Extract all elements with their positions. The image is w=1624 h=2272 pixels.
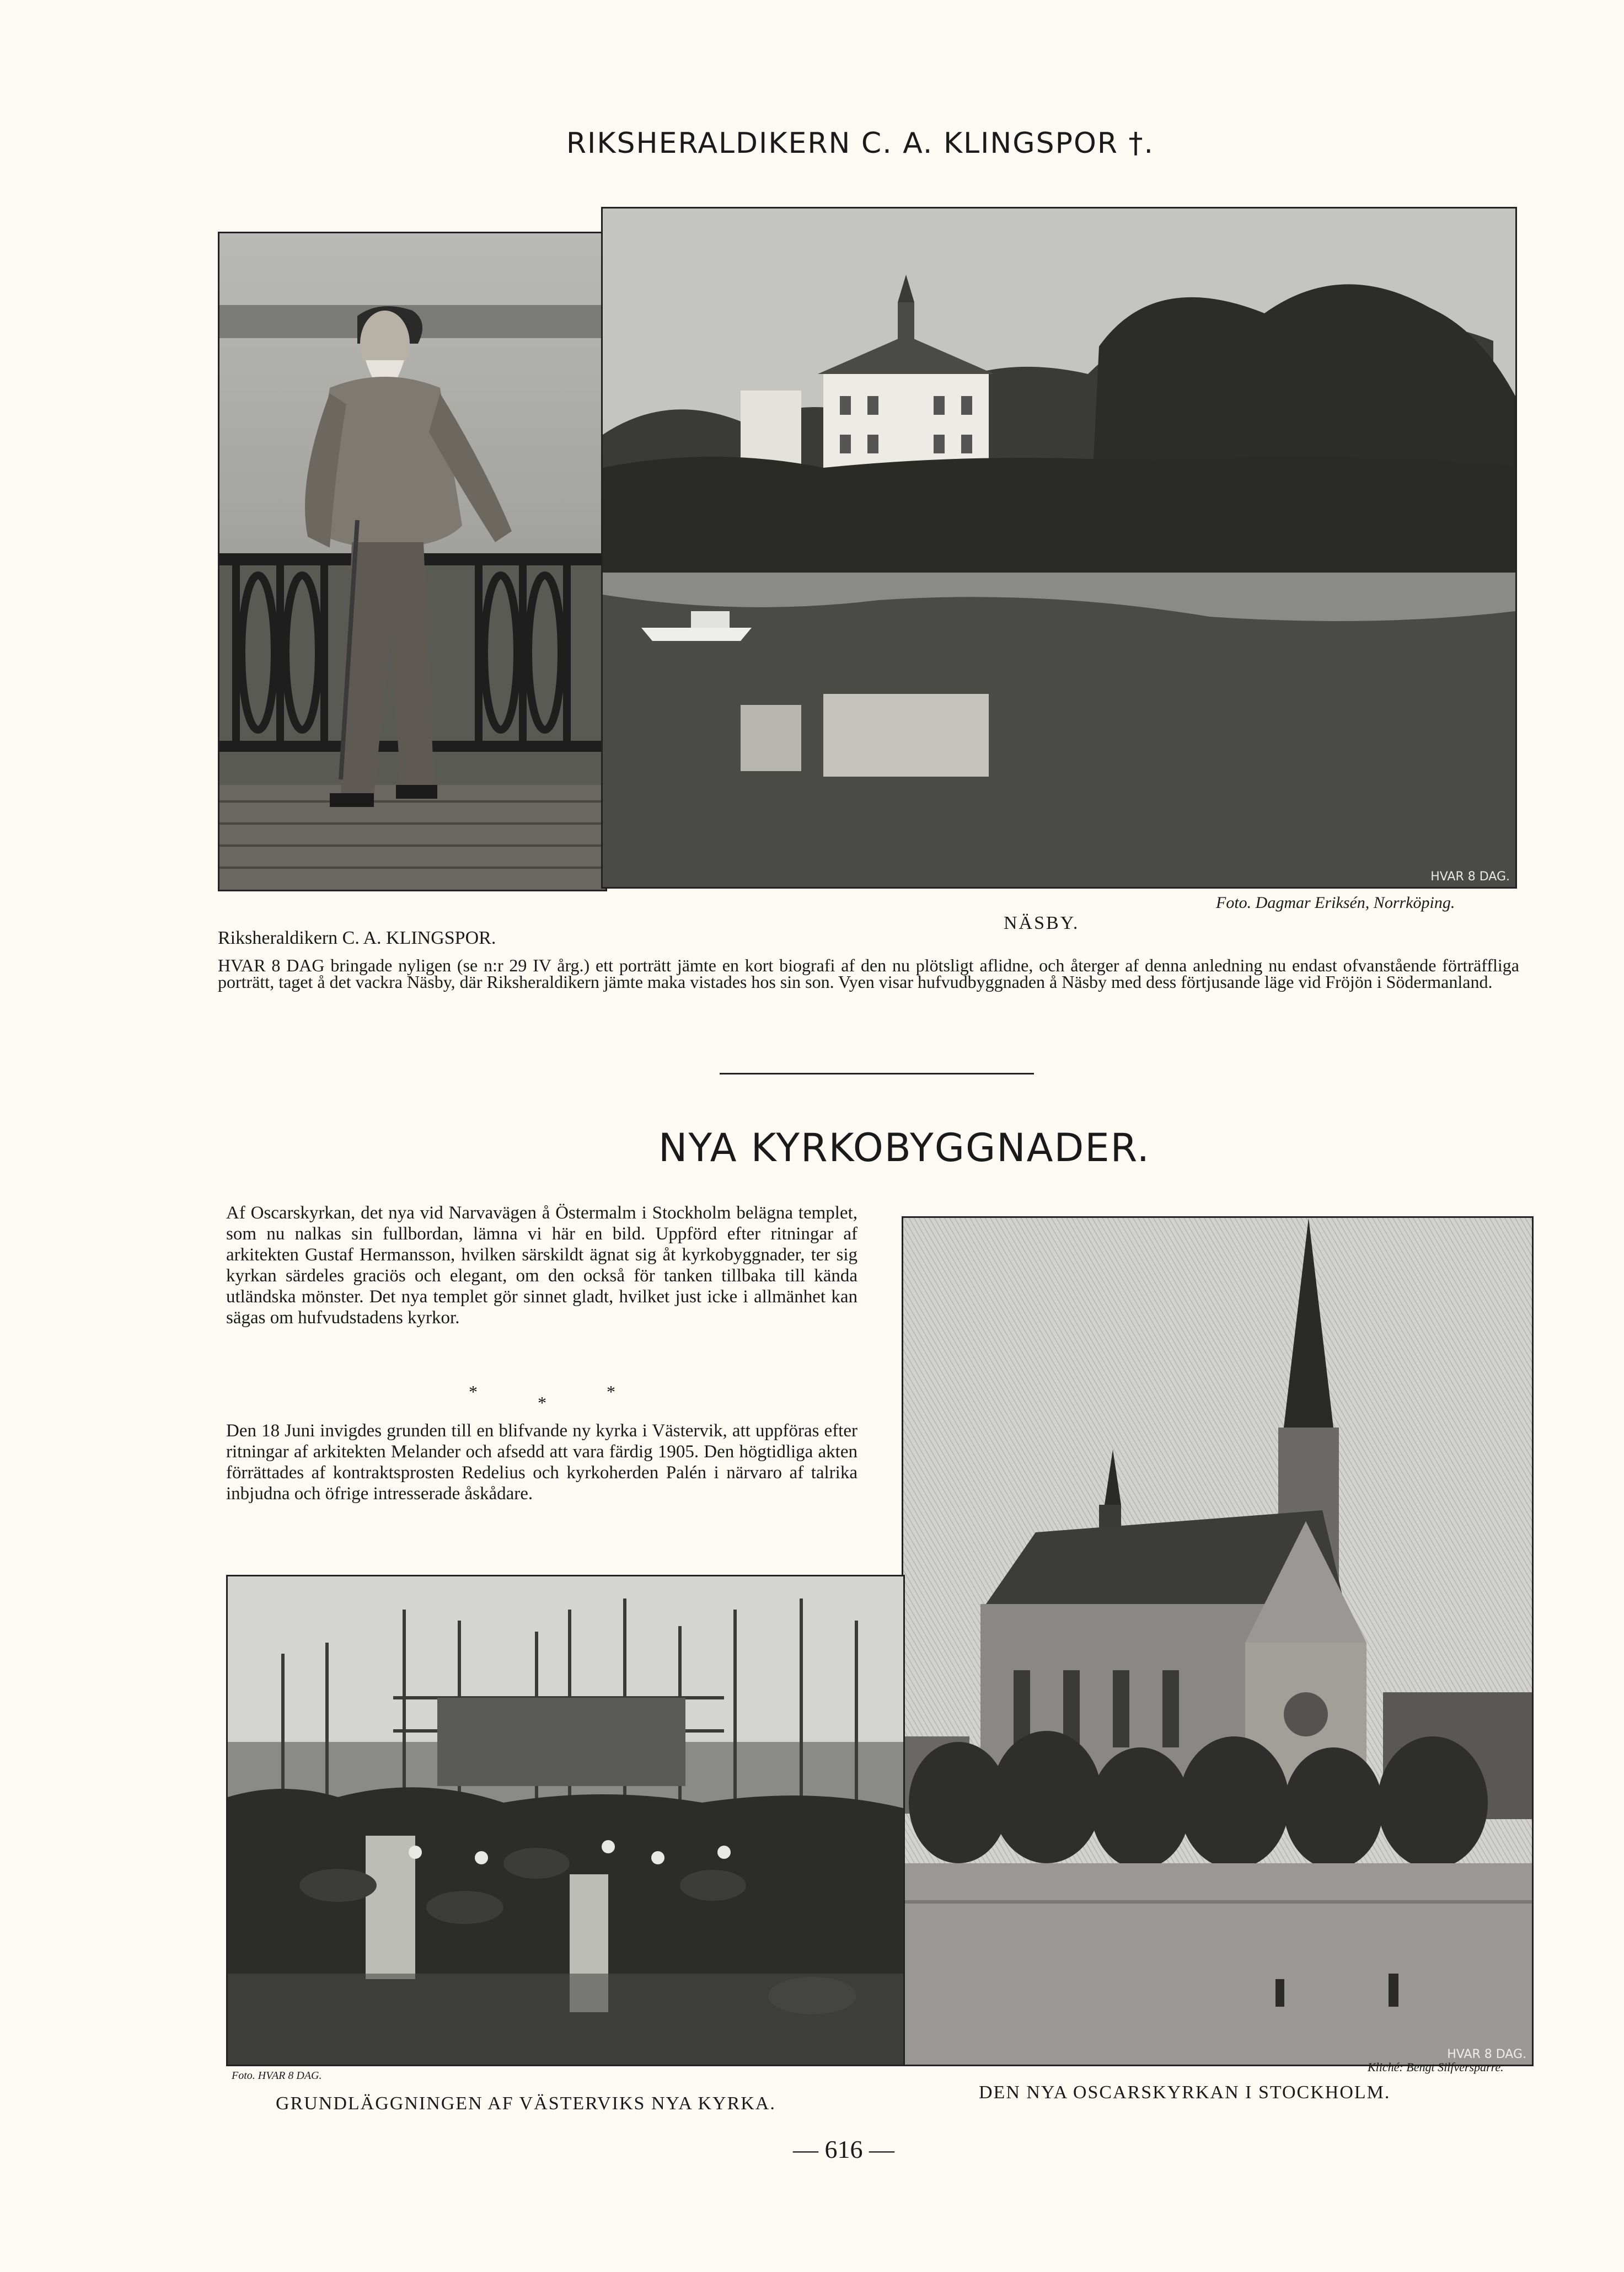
- section-divider: [720, 1073, 1034, 1074]
- vastervik-illustration: [228, 1576, 903, 2065]
- section-title: NYA KYRKOBYGGNADER.: [658, 1125, 1150, 1170]
- klingspor-article-text: HVAR 8 DAG bringade nyligen (se n:r 29 IV årg.) ett porträtt jämte en kort biografi af den nu plötsligt aflidne, och återger af denna anledning nu endast ofvanstående förträffliga porträtt, taget å det vackra Näsby, där Riksheraldikern jämte maka vistades hos sin son. Vyen visar hufvudbyggnaden å Näsby med dess förtjusande läge vid Fröjön i Södermanland.: [218, 955, 1519, 992]
- page-heading: RIKSHERALDIKERN C. A. KLINGSPOR †.: [566, 127, 1155, 160]
- oscarskyrkan-photo-credit: Kliché: Bengt Silfversparre.: [1368, 2060, 1504, 2074]
- vastervik-paragraph: Den 18 Juni invigdes grunden till en blifvande ny kyrka i Västervik, att uppföras efter ritningar af arkitekten Melander och afsedd att vara färdig 1905. Den högtidliga akten förrättades af kontraktsprosten Redelius och kyrkoherden Palén i närvaro af talrika inbjudna och öfrige intresserade åskådare.: [226, 1421, 857, 1504]
- vastervik-photo-credit: Foto. HVAR 8 DAG.: [232, 2070, 322, 2082]
- klingspor-caption: Riksheraldikern C. A. KLINGSPOR.: [218, 928, 496, 948]
- page-number: — 616 —: [793, 2135, 894, 2163]
- oscarskyrkan-paragraph: Af Oscarskyrkan, det nya vid Narvavägen å Östermalm i Stockholm belägna templet, som nu nalkas sin fullbordan, lämna vi här en bild. Uppförd efter ritningar af arkitekten Gustaf Hermansson, hvilken särskildt ägnat sig åt kyrkobyggnader, ter sig kyrkan särdeles graciös och elegant, om den också för tanken tillbaka till kända utländska mönster. Det nya templet gör sinnet gladt, hvilket just icke i allmänhet kan sägas om hufvudstadens kyrkor.: [226, 1203, 857, 1328]
- klingspor-portrait-photo: [218, 232, 607, 891]
- nasby-watermark: HVAR 8 DAG.: [1430, 870, 1510, 884]
- nasby-caption: NÄSBY.: [1004, 913, 1080, 933]
- asterisk-1: *: [469, 1382, 478, 1402]
- oscarskyrkan-illustration: [903, 1218, 1532, 2065]
- nasby-photo-credit: Foto. Dagmar Eriksén, Norrköping.: [1216, 894, 1455, 912]
- asterisk-2: *: [538, 1393, 546, 1413]
- vastervik-photo: [226, 1575, 905, 2066]
- nasby-photo: [601, 207, 1517, 889]
- oscarskyrkan-caption: DEN NYA OSCARSKYRKAN I STOCKHOLM.: [979, 2082, 1391, 2103]
- oscarskyrkan-photo: [902, 1216, 1534, 2066]
- nasby-illustration: [603, 209, 1515, 887]
- asterisk-3: *: [607, 1382, 615, 1402]
- portrait-illustration: [219, 233, 605, 890]
- oscarskyrkan-watermark: HVAR 8 DAG.: [1447, 2048, 1526, 2061]
- vastervik-caption: GRUNDLÄGGNINGEN AF VÄSTERVIKS NYA KYRKA.: [276, 2093, 776, 2114]
